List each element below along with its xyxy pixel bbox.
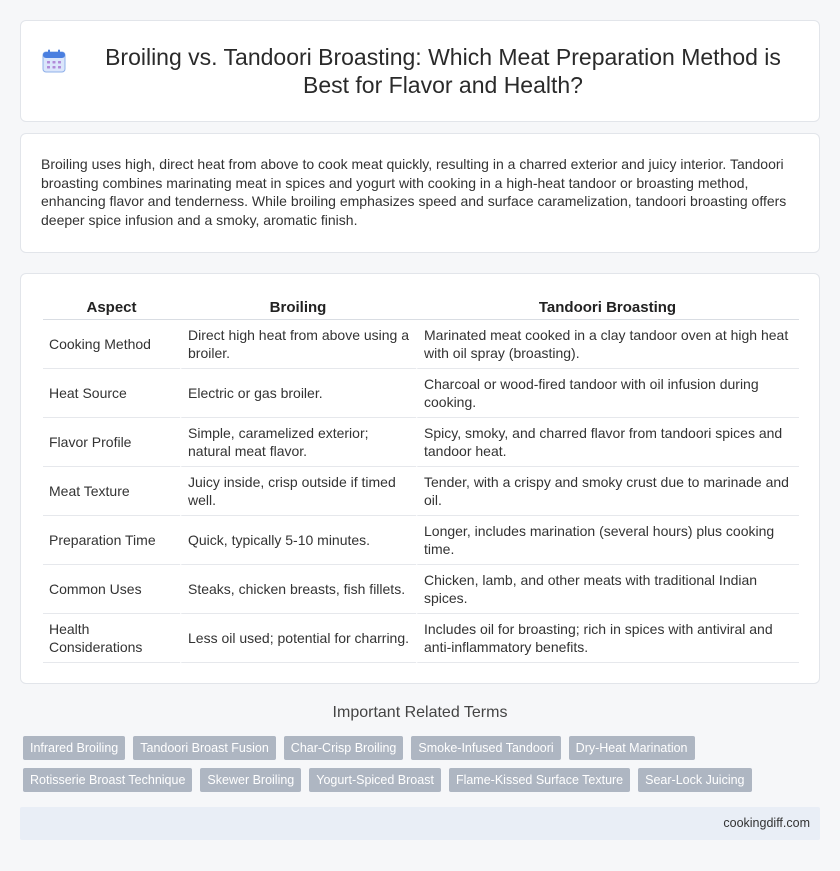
row-tandoori: Marinated meat cooked in a clay tandoor oven at high heat with oil spray (broasting).	[416, 320, 799, 369]
row-broiling: Quick, typically 5-10 minutes.	[180, 516, 416, 565]
related-term-tag[interactable]: Dry-Heat Marination	[569, 736, 695, 760]
table-row	[43, 467, 799, 516]
table-row	[43, 565, 799, 614]
table-row	[43, 369, 799, 418]
table-row	[43, 418, 799, 467]
related-term-tag[interactable]: Tandoori Broast Fusion	[133, 736, 276, 760]
row-aspect: Preparation Time	[43, 516, 180, 565]
row-tandoori: Charcoal or wood-fired tandoor with oil infusion during cooking.	[416, 369, 799, 418]
row-broiling: Juicy inside, crisp outside if timed well.	[180, 467, 416, 516]
header-aspect: Aspect	[43, 296, 180, 320]
row-tandoori: Chicken, lamb, and other meats with traditional Indian spices.	[416, 565, 799, 614]
row-broiling: Direct high heat from above using a broiler.	[180, 320, 416, 369]
intro-card	[20, 133, 820, 253]
comparison-table	[43, 296, 799, 663]
intro-paragraph: Broiling uses high, direct heat from above to cook meat quickly, resulting in a charred exterior and juicy interior. Tandoori broasting combines marinating meat in spices and yogurt with cooking in a high-heat tandoor or broasting method, enhancing flavor and tenderness. While broiling emphasizes speed and surface caramelization, tandoori broasting offers deeper spice infusion and a smoky, aromatic finish.	[41, 156, 787, 228]
row-aspect: Health Considerations	[43, 614, 180, 663]
row-aspect: Meat Texture	[43, 467, 180, 516]
row-tandoori: Tender, with a crispy and smoky crust due to marinade and oil.	[416, 467, 799, 516]
related-term-tag[interactable]: Char-Crisp Broiling	[284, 736, 404, 760]
related-term-tag[interactable]: Infrared Broiling	[23, 736, 125, 760]
related-terms-list	[23, 736, 823, 792]
row-broiling: Simple, caramelized exterior; natural meat flavor.	[180, 418, 416, 467]
table-row	[43, 614, 799, 663]
header-broiling: Broiling	[180, 296, 416, 320]
row-aspect: Cooking Method	[43, 320, 180, 369]
row-aspect: Flavor Profile	[43, 418, 180, 467]
row-broiling: Electric or gas broiler.	[180, 369, 416, 418]
row-broiling: Less oil used; potential for charring.	[180, 614, 416, 663]
related-term-tag[interactable]: Yogurt-Spiced Broast	[309, 768, 441, 792]
related-term-tag[interactable]: Flame-Kissed Surface Texture	[449, 768, 630, 792]
row-broiling: Steaks, chicken breasts, fish fillets.	[180, 565, 416, 614]
row-tandoori: Spicy, smoky, and charred flavor from tandoori spices and tandoor heat.	[416, 418, 799, 467]
page-title: Broiling vs. Tandoori Broasting: Which Meat Preparation Method is Best for Flavor and Health?	[105, 44, 781, 98]
row-tandoori: Includes oil for broasting; rich in spices with antiviral and anti-inflammatory benefits.	[416, 614, 799, 663]
row-tandoori: Longer, includes marination (several hours) plus cooking time.	[416, 516, 799, 565]
row-aspect: Heat Source	[43, 369, 180, 418]
related-terms-title: Important Related Terms	[332, 704, 508, 721]
table-row	[43, 320, 799, 369]
table-header-row	[43, 296, 799, 320]
footer	[20, 807, 820, 840]
related-term-tag[interactable]: Sear-Lock Juicing	[638, 768, 751, 792]
header-tandoori-broasting: Tandoori Broasting	[416, 296, 799, 320]
related-term-tag[interactable]: Skewer Broiling	[200, 768, 301, 792]
header-card	[20, 20, 820, 122]
footer-site-link[interactable]: cookingdiff.com	[723, 816, 810, 830]
calendar-icon	[41, 48, 67, 74]
related-term-tag[interactable]: Smoke-Infused Tandoori	[411, 736, 560, 760]
comparison-card	[20, 273, 820, 684]
table-row	[43, 516, 799, 565]
row-aspect: Common Uses	[43, 565, 180, 614]
related-term-tag[interactable]: Rotisserie Broast Technique	[23, 768, 192, 792]
